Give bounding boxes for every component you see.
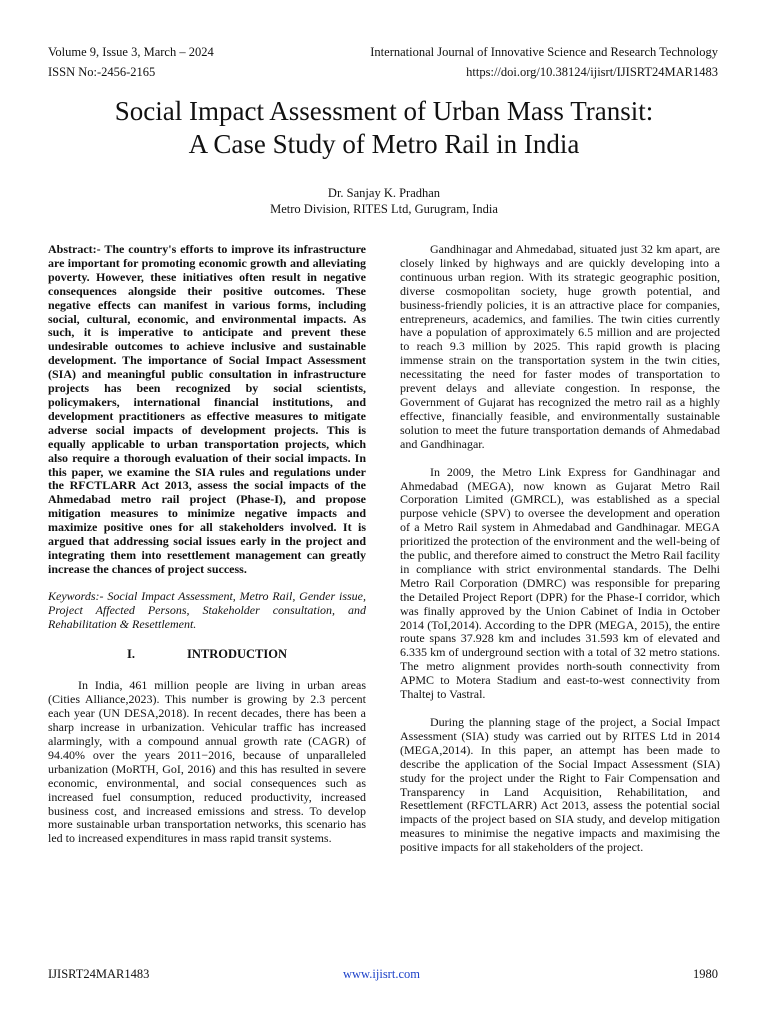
section-title: INTRODUCTION <box>186 647 287 662</box>
paragraph-mega: In 2009, the Metro Link Express for Gandhinagar and Ahmedabad (MEGA), now known as Gujarat Metro Rail Corporation Limited (GMRCL), was established as a special purpose vehicle (SPV) to oversee the development and operation of a Metro Rail system in Ahmedabad and Gandhinagar. MEGA prioritized the protection of the environment and the well-being of the public, and therefore aimed to construct the Metro Rail facility in compliance with strict environmental standards. The Delhi Metro Rail Corporation (DMRC) was responsible for preparing the Detailed Project Report (DPR) for the Phase-I corridor, which was finally approved by the Union Cabinet of India in October 2014 (ToI,2014). According to the DPR (MEGA, 2015), the entire route spans 37.928 km and includes 31.593 km of elevated and 6.335 km of underground section with a total of 32 metro stations. The metro alignment provides north-south connectivity from APMC to Motera Stadium and east-to-west connectivity from Thaltej to Vastral. <box>400 464 720 702</box>
section-heading <box>48 648 366 662</box>
page-number: 1980 <box>693 967 718 981</box>
journal-name: International Journal of Innovative Science and Research Technology <box>370 45 718 59</box>
author-name: Dr. Sanjay K. Pradhan <box>327 186 441 200</box>
paragraph-gandhinagar: Gandhinagar and Ahmedabad, situated just 32 km apart, are closely linked by highways and are quickly developing into a continuous urban region. With its strategic geographic position, diverse cosmopolitan society, huge growth potential, and business-friendly policies, it is an attractive place for companies, entrepreneurs, academics, and families. The twin cities currently have a population of approximately 6.5 million and are projected to reach 9.3 million by 2025. This rapid growth is placing immense strain on the transportation system in the twin cities, necessitating the need for faster modes of transportation to prevent delays and alleviate congestion. In response, the Government of Gujarat has recognized the metro rail as a highly effective, financially feasible, and environmentally sustainable solution to meet the future transportation demands of Ahmedabad and Gandhinagar. <box>400 242 720 451</box>
footer-paper-id: IJISRT24MAR1483 <box>48 967 150 981</box>
abstract: Abstract:- The country's efforts to improve its infrastructure are important for promoting economic growth and alleviating poverty. However, these initiatives often result in negative consequences alongside their positive outcomes. These negative effects can manifest in various forms, including social, cultural, economic, and environmental impacts. As such, it is imperative to anticipate and prevent these undesirable outcomes to achieve inclusive and sustainable development. The importance of Social Impact Assessment (SIA) and meaningful public consultation in infrastructure projects has been recognized by social scientists, policymakers, international financial institutions, and development practitioners as effective measures to mitigate adverse social impacts of development projects. This is equally applicable to urban transportation projects, which also require a thorough evaluation of their social impacts. In this paper, we examine the SIA rules and regulations under the RFCTLARR Act 2013, assess the social impacts of the Ahmedabad metro rail project (Phase-I), and propose mitigation measures to minimize negative impacts and maximize positive ones for all stakeholders involved. It is argued that addressing social issues early in the project and integrating them into resettlement management can greatly increase the chances of project success. <box>48 242 366 576</box>
author-affiliation: Metro Division, RITES Ltd, Gurugram, India <box>270 202 498 216</box>
section-number: I. <box>126 647 135 662</box>
right-column <box>400 243 720 855</box>
issn: ISSN No:-2456-2165 <box>48 65 156 79</box>
journal-volume: Volume 9, Issue 3, March – 2024 <box>48 45 214 59</box>
doi-link[interactable]: https://doi.org/10.38124/ijisrt/IJISRT24MAR1483 <box>466 65 718 79</box>
title-line-2: A Case Study of Metro Rail in India <box>188 129 580 159</box>
keywords: Keywords:- Social Impact Assessment, Metro Rail, Gender issue, Project Affected Persons, Stakeholder consultation, and Rehabilitation & Resettlement. <box>48 588 366 631</box>
paper-title <box>0 95 768 161</box>
left-column <box>48 243 366 846</box>
paragraph-sia: During the planning stage of the project, a Social Impact Assessment (SIA) study was carried out by RITES Ltd in 2014 (MEGA,2014). In this paper, an attempt has been made to describe the application of the Social Impact Assessment (SIA) study for the project under the Right to Fair Compensation and Transparency in Land Acquisition, Rehabilitation, and Resettlement (RFCTLARR) Act 2013, assess the potential social impacts of the project based on SIA study, and develop mitigation measures to minimise the negative impacts and maximising the positive impacts for all stakeholders of the project. <box>400 715 720 855</box>
footer-website-link[interactable]: www.ijisrt.com <box>343 967 420 981</box>
title-line-1: Social Impact Assessment of Urban Mass Transit: <box>114 96 654 126</box>
intro-paragraph: In India, 461 million people are living in urban areas (Cities Alliance,2023). This number is growing by 2.3 percent each year (UN DESA,2018). In recent decades, there has been a sharp increase in urbanization. Vehicular traffic has increased alarmingly, with a compound annual growth rate (CAGR) of 94.40% over the years 2011−2016, because of unparalleled urbanization (MoRTH, GoI, 2016) and this has resulted in severe economic, environmental, and social consequences such as increased fuel consumption, reduced productivity, increased business cost, and increased emissions and stress. To develop more sustainable urban transportation networks, this scenario has led to increased expenditures in mass rapid transit systems. <box>48 678 366 846</box>
